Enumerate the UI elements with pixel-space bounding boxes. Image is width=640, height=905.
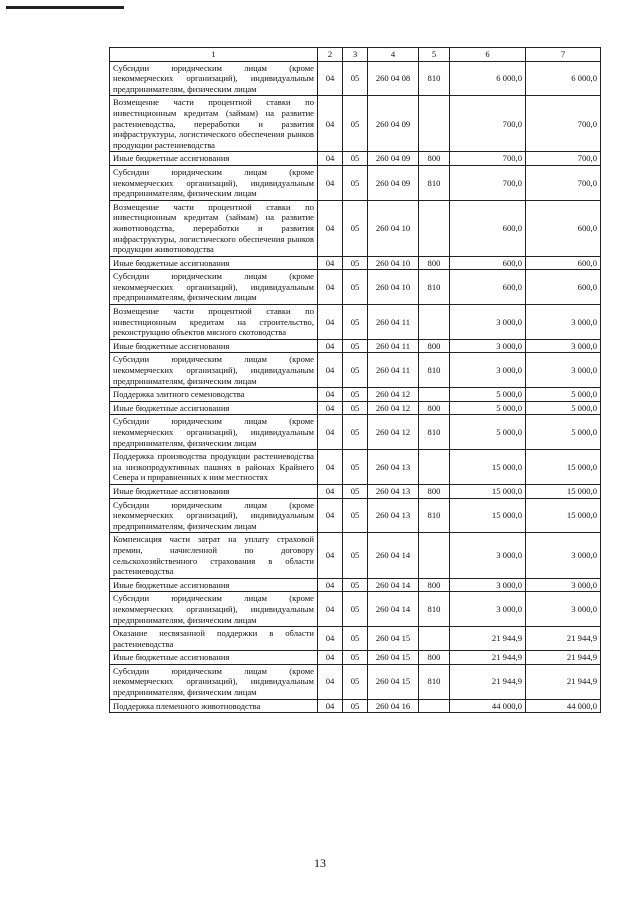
table-row	[110, 450, 601, 485]
expense-type-cell: 810	[419, 270, 450, 305]
subsection-code-cell: 05	[343, 401, 368, 415]
target-article-cell: 260 04 14	[368, 533, 419, 578]
expense-type-cell: 810	[419, 592, 450, 627]
section-code-cell: 04	[318, 305, 343, 340]
section-code-cell: 04	[318, 339, 343, 353]
subsection-code-cell: 05	[343, 353, 368, 388]
section-code-cell: 04	[318, 152, 343, 166]
amount-cell: 44 000,0	[450, 699, 526, 713]
subsection-code-cell: 05	[343, 270, 368, 305]
amount-cell: 3 000,0	[450, 578, 526, 592]
table-row	[110, 96, 601, 152]
target-article-cell: 260 04 15	[368, 664, 419, 699]
column-header: 6	[450, 48, 526, 62]
target-article-cell: 260 04 09	[368, 165, 419, 200]
row-name-cell: Субсидии юридическим лицам (кроме некоммерческих организаций), индивидуальным предпринимателям, физическим лицам	[110, 592, 318, 627]
amount-cell: 3 000,0	[450, 533, 526, 578]
section-code-cell: 04	[318, 388, 343, 402]
target-article-cell: 260 04 09	[368, 152, 419, 166]
section-code-cell: 04	[318, 533, 343, 578]
amount-cell: 700,0	[526, 96, 601, 152]
section-code-cell: 04	[318, 450, 343, 485]
target-article-cell: 260 04 10	[368, 270, 419, 305]
expense-type-cell: 800	[419, 339, 450, 353]
row-name-cell: Оказание несвязанной поддержки в области растениеводства	[110, 627, 318, 651]
table-row	[110, 200, 601, 256]
expense-type-cell: 810	[419, 353, 450, 388]
table-row	[110, 401, 601, 415]
table-row	[110, 339, 601, 353]
column-header: 5	[419, 48, 450, 62]
subsection-code-cell: 05	[343, 664, 368, 699]
row-name-cell: Субсидии юридическим лицам (кроме некоммерческих организаций), индивидуальным предпринимателям, физическим лицам	[110, 415, 318, 450]
target-article-cell: 260 04 14	[368, 578, 419, 592]
table-row	[110, 699, 601, 713]
amount-cell: 6 000,0	[450, 61, 526, 96]
row-name-cell: Субсидии юридическим лицам (кроме некоммерческих организаций), индивидуальным предпринимателям, физическим лицам	[110, 498, 318, 533]
table-row	[110, 388, 601, 402]
section-code-cell: 04	[318, 401, 343, 415]
amount-cell: 6 000,0	[526, 61, 601, 96]
expense-type-cell: 810	[419, 498, 450, 533]
row-name-cell: Иные бюджетные ассигнования	[110, 256, 318, 270]
amount-cell: 3 000,0	[526, 305, 601, 340]
amount-cell: 600,0	[450, 256, 526, 270]
row-name-cell: Компенсация части затрат на уплату страховой премии, начисленной по договору сельскохозяйственного страхования в области растениеводства	[110, 533, 318, 578]
subsection-code-cell: 05	[343, 484, 368, 498]
amount-cell: 3 000,0	[450, 305, 526, 340]
row-name-cell: Субсидии юридическим лицам (кроме некоммерческих организаций), индивидуальным предпринимателям, физическим лицам	[110, 664, 318, 699]
table-row	[110, 415, 601, 450]
expense-type-cell: 810	[419, 61, 450, 96]
page-number: 13	[314, 856, 326, 870]
target-article-cell: 260 04 16	[368, 699, 419, 713]
table-row	[110, 484, 601, 498]
amount-cell: 3 000,0	[450, 339, 526, 353]
column-number-row	[110, 48, 601, 62]
subsection-code-cell: 05	[343, 651, 368, 665]
expense-type-cell	[419, 533, 450, 578]
table-row	[110, 664, 601, 699]
amount-cell: 3 000,0	[526, 578, 601, 592]
expense-type-cell	[419, 388, 450, 402]
target-article-cell: 260 04 08	[368, 61, 419, 96]
row-name-cell: Субсидии юридическим лицам (кроме некоммерческих организаций), индивидуальным предпринимателям, физическим лицам	[110, 165, 318, 200]
amount-cell: 3 000,0	[526, 592, 601, 627]
table-row	[110, 533, 601, 578]
section-code-cell: 04	[318, 592, 343, 627]
expense-type-cell	[419, 627, 450, 651]
subsection-code-cell: 05	[343, 592, 368, 627]
expense-type-cell: 810	[419, 664, 450, 699]
section-code-cell: 04	[318, 699, 343, 713]
expense-type-cell: 810	[419, 165, 450, 200]
target-article-cell: 260 04 13	[368, 498, 419, 533]
table-row	[110, 578, 601, 592]
subsection-code-cell: 05	[343, 699, 368, 713]
table-row	[110, 305, 601, 340]
expense-type-cell: 800	[419, 152, 450, 166]
target-article-cell: 260 04 15	[368, 651, 419, 665]
amount-cell: 600,0	[526, 270, 601, 305]
amount-cell: 700,0	[526, 165, 601, 200]
amount-cell: 15 000,0	[450, 484, 526, 498]
row-name-cell: Возмещение части процентной ставки по инвестиционным кредитам (займам) на развитие животноводства, переработки и развития инфраструктуры, логистического обеспечения рынков продукции животноводства	[110, 200, 318, 256]
target-article-cell: 260 04 10	[368, 256, 419, 270]
section-code-cell: 04	[318, 96, 343, 152]
row-name-cell: Поддержка племенного животноводства	[110, 699, 318, 713]
section-code-cell: 04	[318, 270, 343, 305]
amount-cell: 5 000,0	[450, 401, 526, 415]
amount-cell: 5 000,0	[526, 401, 601, 415]
amount-cell: 21 944,9	[526, 627, 601, 651]
column-header: 3	[343, 48, 368, 62]
column-header: 4	[368, 48, 419, 62]
column-header: 1	[110, 48, 318, 62]
row-name-cell: Возмещение части процентной ставки по инвестиционным кредитам (займам) на развитие растениеводства, переработки и развития инфраструктуры, логистического обеспечения рынков продукции растениеводства	[110, 96, 318, 152]
subsection-code-cell: 05	[343, 415, 368, 450]
amount-cell: 5 000,0	[526, 388, 601, 402]
expense-type-cell: 800	[419, 484, 450, 498]
subsection-code-cell: 05	[343, 305, 368, 340]
amount-cell: 15 000,0	[526, 498, 601, 533]
section-code-cell: 04	[318, 498, 343, 533]
amount-cell: 5 000,0	[450, 415, 526, 450]
target-article-cell: 260 04 13	[368, 484, 419, 498]
subsection-code-cell: 05	[343, 152, 368, 166]
amount-cell: 3 000,0	[526, 353, 601, 388]
amount-cell: 21 944,9	[450, 651, 526, 665]
row-name-cell: Поддержка элитного семеноводства	[110, 388, 318, 402]
subsection-code-cell: 05	[343, 256, 368, 270]
target-article-cell: 260 04 09	[368, 96, 419, 152]
section-code-cell: 04	[318, 578, 343, 592]
table-row	[110, 165, 601, 200]
subsection-code-cell: 05	[343, 627, 368, 651]
subsection-code-cell: 05	[343, 498, 368, 533]
section-code-cell: 04	[318, 664, 343, 699]
amount-cell: 700,0	[450, 96, 526, 152]
target-article-cell: 260 04 11	[368, 339, 419, 353]
subsection-code-cell: 05	[343, 578, 368, 592]
subsection-code-cell: 05	[343, 339, 368, 353]
row-name-cell: Возмещение части процентной ставки по инвестиционным кредитам на строительство, реконструкцию объектов мясного скотоводства	[110, 305, 318, 340]
section-code-cell: 04	[318, 165, 343, 200]
subsection-code-cell: 05	[343, 96, 368, 152]
target-article-cell: 260 04 11	[368, 353, 419, 388]
expense-type-cell	[419, 699, 450, 713]
expense-type-cell	[419, 450, 450, 485]
section-code-cell: 04	[318, 61, 343, 96]
expense-type-cell	[419, 305, 450, 340]
amount-cell: 5 000,0	[526, 415, 601, 450]
table-row	[110, 152, 601, 166]
amount-cell: 21 944,9	[526, 664, 601, 699]
expense-type-cell: 800	[419, 651, 450, 665]
target-article-cell: 260 04 10	[368, 200, 419, 256]
amount-cell: 3 000,0	[526, 339, 601, 353]
table-row	[110, 353, 601, 388]
budget-table	[109, 47, 601, 713]
subsection-code-cell: 05	[343, 533, 368, 578]
amount-cell: 600,0	[526, 200, 601, 256]
amount-cell: 15 000,0	[526, 450, 601, 485]
row-name-cell: Иные бюджетные ассигнования	[110, 401, 318, 415]
table-row	[110, 61, 601, 96]
target-article-cell: 260 04 12	[368, 415, 419, 450]
amount-cell: 600,0	[526, 256, 601, 270]
table-row	[110, 270, 601, 305]
subsection-code-cell: 05	[343, 450, 368, 485]
amount-cell: 44 000,0	[526, 699, 601, 713]
amount-cell: 5 000,0	[450, 388, 526, 402]
table-row	[110, 627, 601, 651]
target-article-cell: 260 04 15	[368, 627, 419, 651]
amount-cell: 600,0	[450, 270, 526, 305]
section-code-cell: 04	[318, 651, 343, 665]
amount-cell: 15 000,0	[526, 484, 601, 498]
section-code-cell: 04	[318, 256, 343, 270]
target-article-cell: 260 04 11	[368, 305, 419, 340]
subsection-code-cell: 05	[343, 61, 368, 96]
row-name-cell: Иные бюджетные ассигнования	[110, 339, 318, 353]
amount-cell: 700,0	[526, 152, 601, 166]
row-name-cell: Поддержка производства продукции растениеводства на низкопродуктивных пашнях в районах Крайнего Севера и приравненных к ним местностях	[110, 450, 318, 485]
expense-type-cell: 800	[419, 256, 450, 270]
table-row	[110, 651, 601, 665]
section-code-cell: 04	[318, 627, 343, 651]
row-name-cell: Субсидии юридическим лицам (кроме некоммерческих организаций), индивидуальным предпринимателям, физическим лицам	[110, 270, 318, 305]
column-header: 2	[318, 48, 343, 62]
amount-cell: 3 000,0	[450, 592, 526, 627]
section-code-cell: 04	[318, 484, 343, 498]
expense-type-cell: 800	[419, 401, 450, 415]
amount-cell: 15 000,0	[450, 450, 526, 485]
row-name-cell: Субсидии юридическим лицам (кроме некоммерческих организаций), индивидуальным предпринимателям, физическим лицам	[110, 61, 318, 96]
expense-type-cell: 800	[419, 578, 450, 592]
subsection-code-cell: 05	[343, 200, 368, 256]
amount-cell: 3 000,0	[526, 533, 601, 578]
section-code-cell: 04	[318, 415, 343, 450]
row-name-cell: Субсидии юридическим лицам (кроме некоммерческих организаций), индивидуальным предпринимателям, физическим лицам	[110, 353, 318, 388]
amount-cell: 21 944,9	[526, 651, 601, 665]
amount-cell: 700,0	[450, 165, 526, 200]
table-row	[110, 592, 601, 627]
amount-cell: 21 944,9	[450, 627, 526, 651]
row-name-cell: Иные бюджетные ассигнования	[110, 152, 318, 166]
amount-cell: 21 944,9	[450, 664, 526, 699]
section-code-cell: 04	[318, 200, 343, 256]
expense-type-cell	[419, 200, 450, 256]
amount-cell: 3 000,0	[450, 353, 526, 388]
header-rule	[6, 6, 124, 9]
row-name-cell: Иные бюджетные ассигнования	[110, 578, 318, 592]
expense-type-cell: 810	[419, 415, 450, 450]
target-article-cell: 260 04 14	[368, 592, 419, 627]
target-article-cell: 260 04 13	[368, 450, 419, 485]
subsection-code-cell: 05	[343, 165, 368, 200]
expense-type-cell	[419, 96, 450, 152]
row-name-cell: Иные бюджетные ассигнования	[110, 651, 318, 665]
target-article-cell: 260 04 12	[368, 388, 419, 402]
table-body	[110, 61, 601, 713]
row-name-cell: Иные бюджетные ассигнования	[110, 484, 318, 498]
amount-cell: 700,0	[450, 152, 526, 166]
amount-cell: 15 000,0	[450, 498, 526, 533]
table-row	[110, 498, 601, 533]
section-code-cell: 04	[318, 353, 343, 388]
table-row	[110, 256, 601, 270]
amount-cell: 600,0	[450, 200, 526, 256]
column-header: 7	[526, 48, 601, 62]
subsection-code-cell: 05	[343, 388, 368, 402]
target-article-cell: 260 04 12	[368, 401, 419, 415]
